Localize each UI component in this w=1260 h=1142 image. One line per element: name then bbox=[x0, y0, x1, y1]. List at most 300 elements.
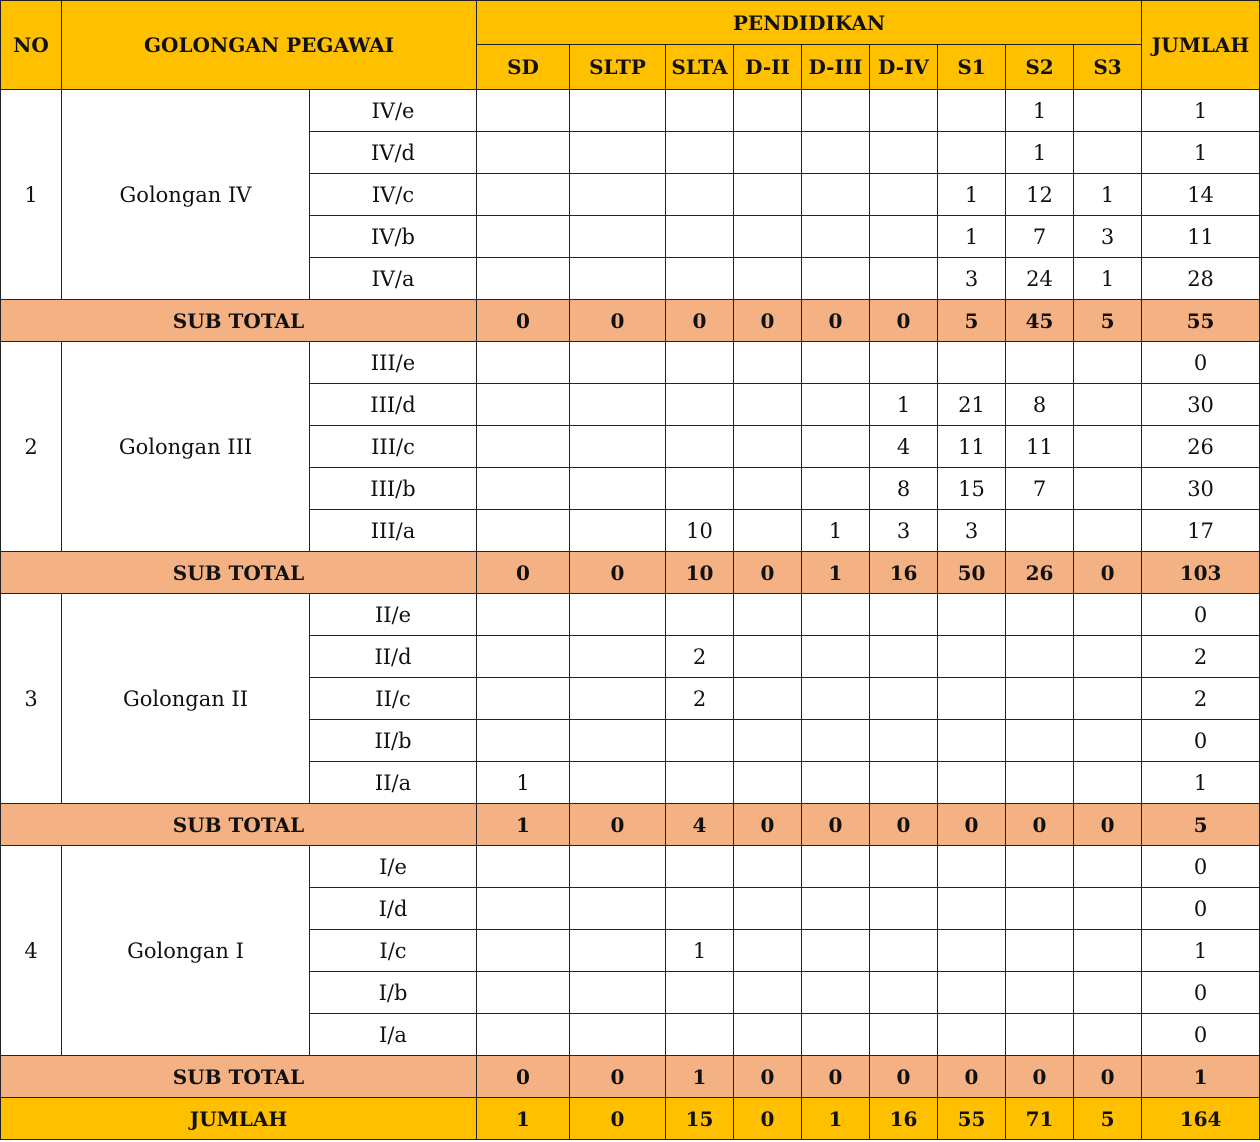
value-cell bbox=[802, 258, 870, 300]
grade-cell: II/e bbox=[310, 594, 477, 636]
value-cell bbox=[570, 888, 666, 930]
value-cell bbox=[1006, 762, 1074, 804]
grand-total-value-cell: 55 bbox=[938, 1098, 1006, 1140]
value-cell bbox=[666, 216, 734, 258]
grand-total-value-cell: 71 bbox=[1006, 1098, 1074, 1140]
value-cell bbox=[938, 720, 1006, 762]
value-cell: 1 bbox=[1074, 258, 1142, 300]
value-cell bbox=[734, 90, 802, 132]
subtotal-value-cell: 0 bbox=[802, 1056, 870, 1098]
subtotal-value-cell: 0 bbox=[870, 1056, 938, 1098]
group-number: 1 bbox=[1, 90, 62, 300]
value-cell bbox=[802, 174, 870, 216]
value-cell bbox=[570, 174, 666, 216]
value-cell: 1 bbox=[1006, 132, 1074, 174]
value-cell bbox=[477, 426, 570, 468]
subtotal-value-cell: 0 bbox=[734, 804, 802, 846]
value-cell bbox=[1006, 720, 1074, 762]
value-cell bbox=[570, 594, 666, 636]
subtotal-value-cell: 26 bbox=[1006, 552, 1074, 594]
value-cell bbox=[870, 174, 938, 216]
grade-cell: II/b bbox=[310, 720, 477, 762]
table-row bbox=[1, 90, 1260, 132]
group-name: Golongan I bbox=[62, 846, 310, 1056]
value-cell bbox=[734, 510, 802, 552]
value-cell bbox=[666, 762, 734, 804]
value-cell bbox=[570, 258, 666, 300]
value-cell bbox=[1074, 762, 1142, 804]
grade-cell: III/a bbox=[310, 510, 477, 552]
value-cell: 3 bbox=[870, 510, 938, 552]
table-row bbox=[1, 594, 1260, 636]
value-cell bbox=[477, 888, 570, 930]
value-cell: 7 bbox=[1006, 216, 1074, 258]
subtotal-value-cell: 0 bbox=[666, 300, 734, 342]
header-golongan: GOLONGAN PEGAWAI bbox=[62, 1, 477, 90]
subtotal-value-cell: 0 bbox=[1074, 804, 1142, 846]
value-cell: 21 bbox=[938, 384, 1006, 426]
row-total-cell: 1 bbox=[1142, 930, 1260, 972]
value-cell bbox=[570, 384, 666, 426]
grand-total-value-cell: 1 bbox=[802, 1098, 870, 1140]
subtotal-value-cell: 0 bbox=[870, 300, 938, 342]
grade-cell: I/c bbox=[310, 930, 477, 972]
value-cell bbox=[1006, 1014, 1074, 1056]
row-total-cell: 1 bbox=[1142, 762, 1260, 804]
subtotal-value-cell: 0 bbox=[570, 300, 666, 342]
subtotal-label: SUB TOTAL bbox=[1, 552, 477, 594]
value-cell: 2 bbox=[666, 678, 734, 720]
grade-cell: II/c bbox=[310, 678, 477, 720]
column-header-sd: SD bbox=[477, 45, 570, 90]
value-cell bbox=[734, 720, 802, 762]
row-total-cell: 0 bbox=[1142, 972, 1260, 1014]
grade-cell: III/c bbox=[310, 426, 477, 468]
value-cell bbox=[870, 972, 938, 1014]
value-cell bbox=[734, 678, 802, 720]
row-total-cell: 1 bbox=[1142, 90, 1260, 132]
row-total-cell: 0 bbox=[1142, 342, 1260, 384]
subtotal-value-cell: 0 bbox=[570, 1056, 666, 1098]
row-total-cell: 26 bbox=[1142, 426, 1260, 468]
subtotal-value-cell: 10 bbox=[666, 552, 734, 594]
grade-cell: IV/d bbox=[310, 132, 477, 174]
subtotal-jumlah-cell: 55 bbox=[1142, 300, 1260, 342]
value-cell bbox=[734, 594, 802, 636]
value-cell bbox=[1074, 846, 1142, 888]
value-cell: 10 bbox=[666, 510, 734, 552]
subtotal-jumlah-cell: 5 bbox=[1142, 804, 1260, 846]
value-cell bbox=[802, 720, 870, 762]
value-cell bbox=[570, 720, 666, 762]
value-cell bbox=[1006, 510, 1074, 552]
subtotal-label: SUB TOTAL bbox=[1, 1056, 477, 1098]
value-cell bbox=[666, 90, 734, 132]
grand-total-value-cell: 0 bbox=[570, 1098, 666, 1140]
subtotal-value-cell: 0 bbox=[1006, 804, 1074, 846]
value-cell: 8 bbox=[870, 468, 938, 510]
value-cell bbox=[570, 636, 666, 678]
value-cell bbox=[666, 846, 734, 888]
row-total-cell: 30 bbox=[1142, 468, 1260, 510]
subtotal-value-cell: 0 bbox=[1074, 1056, 1142, 1098]
value-cell bbox=[734, 426, 802, 468]
subtotal-value-cell: 0 bbox=[734, 1056, 802, 1098]
row-total-cell: 17 bbox=[1142, 510, 1260, 552]
value-cell bbox=[734, 468, 802, 510]
value-cell bbox=[477, 90, 570, 132]
grade-cell: IV/b bbox=[310, 216, 477, 258]
value-cell bbox=[938, 888, 1006, 930]
subtotal-row bbox=[1, 552, 1260, 594]
subtotal-value-cell: 50 bbox=[938, 552, 1006, 594]
value-cell bbox=[477, 972, 570, 1014]
column-header-slta: SLTA bbox=[666, 45, 734, 90]
value-cell bbox=[870, 720, 938, 762]
value-cell bbox=[1074, 342, 1142, 384]
subtotal-value-cell: 0 bbox=[477, 1056, 570, 1098]
value-cell bbox=[1006, 888, 1074, 930]
grade-cell: II/a bbox=[310, 762, 477, 804]
value-cell bbox=[870, 132, 938, 174]
value-cell bbox=[1074, 132, 1142, 174]
subtotal-value-cell: 0 bbox=[870, 804, 938, 846]
row-total-cell: 0 bbox=[1142, 720, 1260, 762]
value-cell bbox=[870, 216, 938, 258]
subtotal-value-cell: 5 bbox=[1074, 300, 1142, 342]
value-cell bbox=[870, 90, 938, 132]
subtotal-value-cell: 0 bbox=[734, 300, 802, 342]
value-cell bbox=[870, 342, 938, 384]
value-cell bbox=[570, 678, 666, 720]
value-cell bbox=[477, 132, 570, 174]
column-header-d-iv: D-IV bbox=[870, 45, 938, 90]
value-cell bbox=[734, 762, 802, 804]
column-header-s3: S3 bbox=[1074, 45, 1142, 90]
value-cell bbox=[802, 762, 870, 804]
column-header-s1: S1 bbox=[938, 45, 1006, 90]
subtotal-value-cell: 0 bbox=[570, 552, 666, 594]
value-cell bbox=[802, 678, 870, 720]
subtotal-row bbox=[1, 1056, 1260, 1098]
value-cell bbox=[870, 930, 938, 972]
value-cell bbox=[666, 384, 734, 426]
value-cell: 3 bbox=[938, 510, 1006, 552]
value-cell bbox=[870, 636, 938, 678]
grand-total-value-cell: 0 bbox=[734, 1098, 802, 1140]
row-total-cell: 0 bbox=[1142, 594, 1260, 636]
value-cell bbox=[477, 930, 570, 972]
group-number: 3 bbox=[1, 594, 62, 804]
value-cell bbox=[938, 132, 1006, 174]
value-cell bbox=[477, 594, 570, 636]
value-cell bbox=[1074, 720, 1142, 762]
value-cell bbox=[802, 846, 870, 888]
value-cell bbox=[570, 510, 666, 552]
value-cell bbox=[870, 1014, 938, 1056]
table-body bbox=[1, 90, 1260, 1140]
value-cell bbox=[734, 132, 802, 174]
table-row bbox=[1, 846, 1260, 888]
grade-cell: I/d bbox=[310, 888, 477, 930]
value-cell bbox=[570, 216, 666, 258]
value-cell: 24 bbox=[1006, 258, 1074, 300]
value-cell bbox=[1006, 972, 1074, 1014]
value-cell bbox=[734, 888, 802, 930]
subtotal-value-cell: 0 bbox=[938, 804, 1006, 846]
row-total-cell: 0 bbox=[1142, 888, 1260, 930]
value-cell: 8 bbox=[1006, 384, 1074, 426]
value-cell bbox=[477, 846, 570, 888]
grade-cell: IV/e bbox=[310, 90, 477, 132]
group-name: Golongan III bbox=[62, 342, 310, 552]
value-cell bbox=[477, 636, 570, 678]
value-cell bbox=[938, 90, 1006, 132]
value-cell bbox=[570, 1014, 666, 1056]
value-cell bbox=[734, 972, 802, 1014]
value-cell bbox=[1074, 972, 1142, 1014]
grade-cell: III/d bbox=[310, 384, 477, 426]
row-total-cell: 14 bbox=[1142, 174, 1260, 216]
row-total-cell: 2 bbox=[1142, 636, 1260, 678]
subtotal-row bbox=[1, 804, 1260, 846]
subtotal-value-cell: 1 bbox=[477, 804, 570, 846]
grade-cell: III/b bbox=[310, 468, 477, 510]
value-cell: 15 bbox=[938, 468, 1006, 510]
value-cell bbox=[1074, 1014, 1142, 1056]
value-cell bbox=[938, 846, 1006, 888]
subtotal-jumlah-cell: 1 bbox=[1142, 1056, 1260, 1098]
value-cell bbox=[1074, 384, 1142, 426]
value-cell bbox=[666, 258, 734, 300]
grand-total-value-cell: 16 bbox=[870, 1098, 938, 1140]
value-cell bbox=[477, 384, 570, 426]
subtotal-value-cell: 0 bbox=[802, 300, 870, 342]
value-cell bbox=[802, 636, 870, 678]
subtotal-value-cell: 1 bbox=[802, 552, 870, 594]
value-cell bbox=[734, 636, 802, 678]
value-cell bbox=[938, 594, 1006, 636]
value-cell bbox=[570, 930, 666, 972]
value-cell bbox=[477, 1014, 570, 1056]
grade-cell: II/d bbox=[310, 636, 477, 678]
subtotal-jumlah-cell: 103 bbox=[1142, 552, 1260, 594]
value-cell: 2 bbox=[666, 636, 734, 678]
value-cell bbox=[477, 510, 570, 552]
subtotal-value-cell: 1 bbox=[666, 1056, 734, 1098]
value-cell bbox=[802, 90, 870, 132]
subtotal-value-cell: 0 bbox=[1006, 1056, 1074, 1098]
value-cell bbox=[734, 342, 802, 384]
value-cell: 11 bbox=[1006, 426, 1074, 468]
grand-total-label: JUMLAH bbox=[1, 1098, 477, 1140]
value-cell bbox=[938, 930, 1006, 972]
value-cell bbox=[870, 762, 938, 804]
value-cell bbox=[938, 1014, 1006, 1056]
value-cell bbox=[570, 90, 666, 132]
value-cell bbox=[666, 426, 734, 468]
value-cell bbox=[1074, 468, 1142, 510]
value-cell bbox=[1006, 594, 1074, 636]
value-cell bbox=[1074, 426, 1142, 468]
value-cell bbox=[570, 972, 666, 1014]
group-number: 4 bbox=[1, 846, 62, 1056]
value-cell bbox=[477, 258, 570, 300]
value-cell bbox=[802, 426, 870, 468]
value-cell bbox=[802, 216, 870, 258]
value-cell bbox=[666, 1014, 734, 1056]
subtotal-row bbox=[1, 300, 1260, 342]
value-cell bbox=[570, 426, 666, 468]
value-cell bbox=[666, 594, 734, 636]
value-cell: 1 bbox=[1074, 174, 1142, 216]
value-cell bbox=[938, 342, 1006, 384]
value-cell bbox=[477, 468, 570, 510]
value-cell bbox=[477, 342, 570, 384]
value-cell bbox=[870, 678, 938, 720]
value-cell bbox=[570, 132, 666, 174]
value-cell bbox=[1006, 678, 1074, 720]
subtotal-value-cell: 0 bbox=[477, 552, 570, 594]
value-cell bbox=[666, 342, 734, 384]
value-cell bbox=[734, 384, 802, 426]
value-cell bbox=[666, 888, 734, 930]
grand-total-value-cell: 5 bbox=[1074, 1098, 1142, 1140]
value-cell bbox=[1006, 342, 1074, 384]
value-cell bbox=[734, 1014, 802, 1056]
subtotal-value-cell: 0 bbox=[938, 1056, 1006, 1098]
value-cell bbox=[1074, 594, 1142, 636]
value-cell: 1 bbox=[666, 930, 734, 972]
grade-cell: IV/c bbox=[310, 174, 477, 216]
subtotal-value-cell: 4 bbox=[666, 804, 734, 846]
subtotal-value-cell: 0 bbox=[477, 300, 570, 342]
subtotal-value-cell: 5 bbox=[938, 300, 1006, 342]
subtotal-label: SUB TOTAL bbox=[1, 804, 477, 846]
column-header-s2: S2 bbox=[1006, 45, 1074, 90]
subtotal-value-cell: 0 bbox=[802, 804, 870, 846]
grand-total-value-cell: 1 bbox=[477, 1098, 570, 1140]
value-cell bbox=[1074, 636, 1142, 678]
column-header-d-ii: D-II bbox=[734, 45, 802, 90]
value-cell: 1 bbox=[1006, 90, 1074, 132]
value-cell bbox=[666, 720, 734, 762]
value-cell bbox=[666, 174, 734, 216]
value-cell: 11 bbox=[938, 426, 1006, 468]
value-cell bbox=[477, 678, 570, 720]
value-cell bbox=[802, 384, 870, 426]
column-header-sltp: SLTP bbox=[570, 45, 666, 90]
table-row bbox=[1, 342, 1260, 384]
value-cell bbox=[938, 636, 1006, 678]
value-cell bbox=[477, 174, 570, 216]
value-cell bbox=[477, 216, 570, 258]
value-cell: 4 bbox=[870, 426, 938, 468]
grade-cell: I/b bbox=[310, 972, 477, 1014]
row-total-cell: 0 bbox=[1142, 1014, 1260, 1056]
value-cell bbox=[570, 342, 666, 384]
value-cell bbox=[1074, 888, 1142, 930]
value-cell: 7 bbox=[1006, 468, 1074, 510]
grade-cell: III/e bbox=[310, 342, 477, 384]
value-cell: 1 bbox=[802, 510, 870, 552]
grand-total-value-cell: 15 bbox=[666, 1098, 734, 1140]
value-cell bbox=[802, 132, 870, 174]
row-total-cell: 28 bbox=[1142, 258, 1260, 300]
row-total-cell: 0 bbox=[1142, 846, 1260, 888]
header-pendidikan: PENDIDIKAN bbox=[477, 1, 1142, 45]
value-cell bbox=[1074, 678, 1142, 720]
value-cell bbox=[666, 468, 734, 510]
value-cell bbox=[802, 594, 870, 636]
value-cell bbox=[870, 594, 938, 636]
value-cell bbox=[570, 846, 666, 888]
value-cell bbox=[802, 972, 870, 1014]
grand-total-jumlah-cell: 164 bbox=[1142, 1098, 1260, 1140]
grand-total-row bbox=[1, 1098, 1260, 1140]
group-name: Golongan IV bbox=[62, 90, 310, 300]
value-cell: 1 bbox=[870, 384, 938, 426]
value-cell bbox=[734, 930, 802, 972]
value-cell: 12 bbox=[1006, 174, 1074, 216]
value-cell bbox=[938, 678, 1006, 720]
value-cell bbox=[570, 762, 666, 804]
value-cell bbox=[734, 258, 802, 300]
row-total-cell: 11 bbox=[1142, 216, 1260, 258]
value-cell: 1 bbox=[477, 762, 570, 804]
grade-cell: I/a bbox=[310, 1014, 477, 1056]
value-cell bbox=[870, 846, 938, 888]
value-cell bbox=[477, 720, 570, 762]
value-cell bbox=[1074, 510, 1142, 552]
value-cell bbox=[1006, 846, 1074, 888]
value-cell bbox=[938, 762, 1006, 804]
value-cell bbox=[802, 888, 870, 930]
value-cell: 3 bbox=[1074, 216, 1142, 258]
value-cell: 1 bbox=[938, 174, 1006, 216]
header-no: NO bbox=[1, 1, 62, 90]
value-cell bbox=[1074, 930, 1142, 972]
subtotal-value-cell: 0 bbox=[734, 552, 802, 594]
subtotal-value-cell: 0 bbox=[1074, 552, 1142, 594]
value-cell: 1 bbox=[938, 216, 1006, 258]
value-cell bbox=[570, 468, 666, 510]
value-cell bbox=[1074, 90, 1142, 132]
value-cell bbox=[734, 846, 802, 888]
header-jumlah: JUMLAH bbox=[1142, 1, 1260, 90]
value-cell bbox=[938, 972, 1006, 1014]
subtotal-value-cell: 45 bbox=[1006, 300, 1074, 342]
value-cell bbox=[870, 888, 938, 930]
subtotal-value-cell: 0 bbox=[570, 804, 666, 846]
value-cell bbox=[666, 972, 734, 1014]
row-total-cell: 1 bbox=[1142, 132, 1260, 174]
grade-cell: IV/a bbox=[310, 258, 477, 300]
value-cell bbox=[802, 930, 870, 972]
subtotal-value-cell: 16 bbox=[870, 552, 938, 594]
value-cell: 3 bbox=[938, 258, 1006, 300]
group-number: 2 bbox=[1, 342, 62, 552]
grade-cell: I/e bbox=[310, 846, 477, 888]
group-name: Golongan II bbox=[62, 594, 310, 804]
row-total-cell: 2 bbox=[1142, 678, 1260, 720]
value-cell bbox=[1006, 636, 1074, 678]
value-cell bbox=[666, 132, 734, 174]
subtotal-label: SUB TOTAL bbox=[1, 300, 477, 342]
value-cell bbox=[802, 468, 870, 510]
value-cell bbox=[870, 258, 938, 300]
value-cell bbox=[802, 1014, 870, 1056]
